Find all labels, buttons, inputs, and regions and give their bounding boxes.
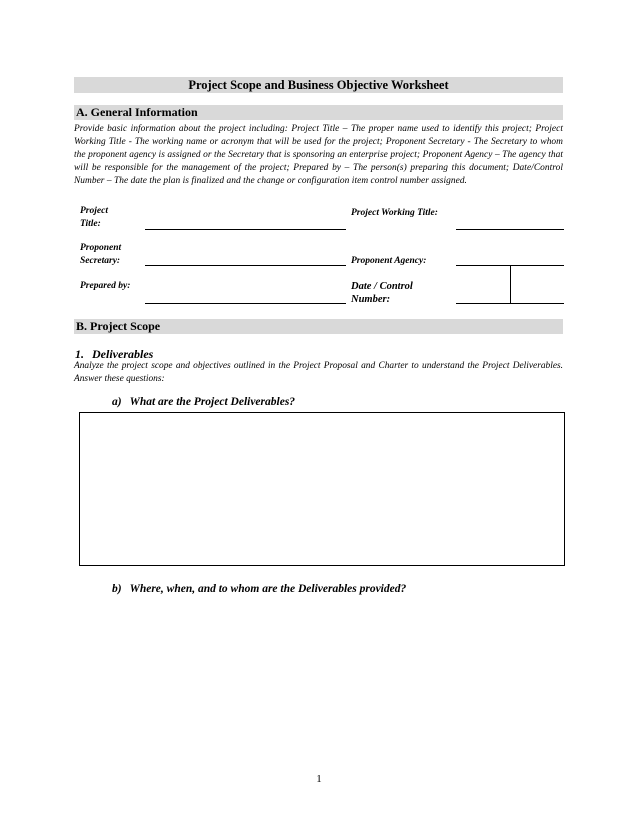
working-title-field[interactable]	[456, 229, 564, 230]
proponent-secretary-label-1: Proponent	[80, 243, 122, 253]
date-control-label-1: Date / Control	[351, 281, 413, 292]
question-a-text: What are the Project Deliverables?	[129, 396, 296, 408]
page-number: 1	[316, 773, 322, 785]
deliverables-answer-box[interactable]	[79, 412, 565, 566]
project-title-label-2: Title:	[80, 219, 101, 229]
working-title-label: Project Working Title:	[351, 208, 438, 218]
prepared-by-field[interactable]	[145, 303, 346, 304]
section-a-heading: A. General Information	[74, 105, 563, 120]
date-control-label-2: Number:	[351, 294, 391, 305]
section-a-intro: Provide basic information about the project including: Project Title – The proper name used to identify this project; Project Working Title - The working name or acronym that will be used for the project; Proponent Secretary - The Secretary to whom the proponent agency is assigned or the Secretary that is sponsoring an enterprise project; Proponent Agency – The agency that will be responsible for the management of the project; Prepared by – The person(s) preparing this document; Date/Control Number – The date the plan is finalized and the change or configuration item control number assigned.	[74, 124, 563, 186]
project-title-label-1: Project	[80, 206, 108, 216]
deliverables-title: Deliverables	[92, 347, 154, 361]
question-b-text: Where, when, and to whom are the Deliverables provided?	[129, 583, 407, 595]
question-a-letter: a)	[112, 396, 122, 408]
project-title-field[interactable]	[145, 229, 346, 230]
proponent-secretary-label-2: Secretary:	[80, 256, 121, 266]
deliverables-number: 1.	[75, 347, 84, 361]
page-title: Project Scope and Business Objective Worksheet	[74, 77, 563, 93]
date-control-field[interactable]	[456, 303, 564, 304]
date-control-divider	[510, 265, 511, 303]
proponent-secretary-field[interactable]	[145, 265, 346, 266]
prepared-by-label: Prepared by:	[80, 281, 131, 291]
question-a	[112, 396, 295, 408]
question-b-letter: b)	[112, 583, 122, 595]
deliverables-text: Analyze the project scope and objectives outlined in the Project Proposal and Charter to understand the Project Deliverables. Answer these questions:	[74, 361, 563, 384]
section-b-heading: B. Project Scope	[74, 319, 563, 334]
question-b	[112, 583, 406, 595]
proponent-agency-label: Proponent Agency:	[351, 256, 427, 266]
